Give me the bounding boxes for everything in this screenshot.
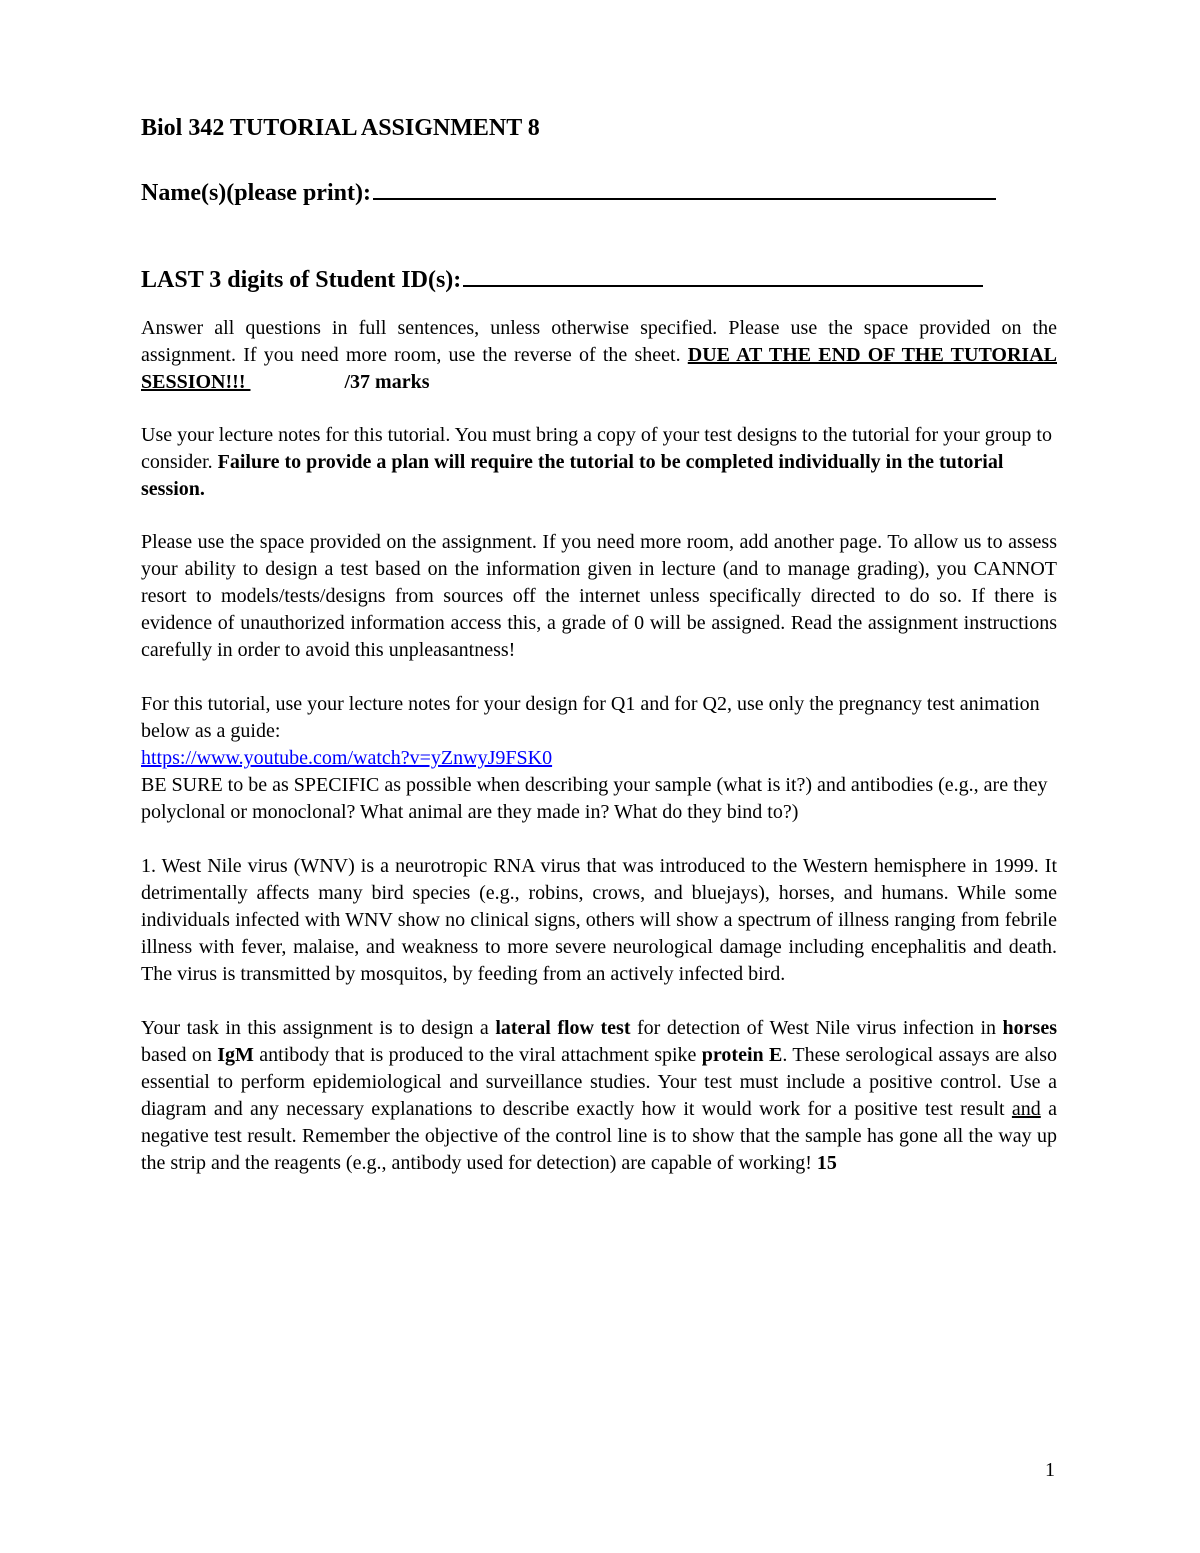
for-this-tutorial-paragraph: [141, 691, 1057, 826]
task-text-6: a negative test result. Remember the objective of the control line is to show that the sample has gone all the way up the strip and the reagents (e.g., antibody used for detection) are capable of working!: [141, 1098, 1057, 1174]
youtube-link[interactable]: https://www.youtube.com/watch?v=yZnwyJ9FSK0: [141, 747, 553, 769]
task-bold-lateral-flow: lateral flow test: [495, 1017, 631, 1039]
task-bold-igm: IgM: [217, 1044, 254, 1066]
name-field: [141, 176, 1057, 208]
question-1-paragraph: 1. West Nile virus (WNV) is a neurotropic RNA virus that was introduced to the Western hemisphere in 1999. It detrimentally affects many bird species (e.g., robins, crows, and bluejays), horses, and humans. While some individuals infected with WNV show no clinical signs, others will show a spectrum of illness ranging from febrile illness with fever, malaise, and weakness to more severe neurological damage including encephalitis and death. The virus is transmitted by mosquitos, by feeding from an actively infected bird.: [141, 855, 1057, 985]
task-text-4: antibody that is produced to the viral attachment spike: [253, 1044, 702, 1066]
task-bold-horses: horses: [1002, 1017, 1057, 1039]
student-id-label: LAST 3 digits of Student ID(s):: [141, 267, 462, 293]
lecture-notes-text: Use your lecture notes for this tutorial. You must bring a copy of your test designs to the tutorial for your group to consider.: [141, 424, 1052, 473]
task-text-5: . These serological assays are also essential to perform epidemiological and surveillance studies. Your test must include a positive control. Use a diagram and any necessary explanations to describe exactly how it would work for a positive test result: [141, 1044, 1058, 1120]
task-text-3: based on: [141, 1044, 218, 1066]
space-provided-paragraph: Please use the space provided on the assignment. If you need more room, add another page. To allow us to assess your ability to design a test based on the information given in lecture (and to manage grading), you CANNOT resort to models/tests/designs from sources off the internet unless specifically directed to do so. If there is evidence of unauthorized information access this, a grade of 0 will be assigned. Read the assignment instructions carefully in order to avoid this unpleasantness!: [141, 531, 1057, 661]
assignment-title: Biol 342 TUTORIAL ASSIGNMENT 8: [141, 115, 540, 141]
task-paragraph: [141, 1015, 1057, 1177]
student-id-field: [141, 263, 1057, 295]
total-marks: /37 marks: [344, 371, 430, 393]
task-text-2: for detection of West Nile virus infection in: [630, 1017, 1003, 1039]
student-id-blank-line[interactable]: [463, 263, 983, 287]
for-this-text: For this tutorial, use your lecture notes for your design for Q1 and for Q2, use only the pregnancy test animation below as a guide:: [141, 693, 1040, 742]
name-label: Name(s)(please print):: [141, 180, 371, 206]
task-marks: 15: [816, 1152, 837, 1174]
be-sure-text: BE SURE to be as SPECIFIC as possible when describing your sample (what is it?) and antibodies (e.g., are they polyclonal or monoclonal? What animal are they made in? What do they bind to?): [141, 774, 1048, 823]
name-blank-line[interactable]: [373, 176, 996, 200]
instructions-paragraph: [141, 315, 1057, 396]
page-number: 1: [1045, 1459, 1055, 1481]
instructions-text: Answer all questions in full sentences, unless otherwise specified. Please use the space provided on the assignment. If you need more room, use the reverse of the sheet.: [141, 317, 1057, 366]
task-text-1: Your task in this assignment is to design a: [141, 1017, 496, 1039]
document-page: [141, 110, 1057, 1177]
lecture-notes-paragraph: [141, 422, 1057, 503]
failure-warning: Failure to provide a plan will require the tutorial to be completed individually in the tutorial session.: [141, 451, 1004, 500]
task-bold-protein-e: protein E: [701, 1044, 783, 1066]
task-underline-and: and: [1011, 1098, 1041, 1120]
due-notice: DUE AT THE END OF THE TUTORIAL SESSION!!!: [141, 344, 1057, 393]
